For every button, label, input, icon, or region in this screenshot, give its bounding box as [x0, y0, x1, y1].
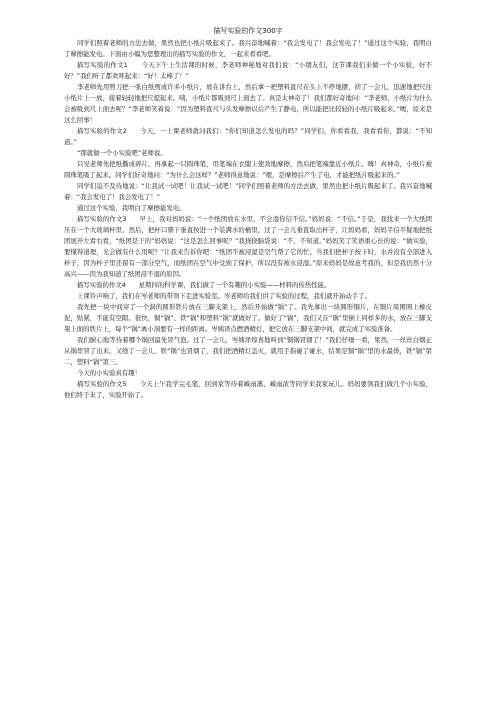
document-title: 描写实验的作文300字 — [213, 27, 283, 35]
paragraph: 我先把一块中间穿了一个洞的圆形铁片放在三脚支架上，然后开始做“锅”了。我先拿出一块圆形铜片，在铜片周围围上橡皮泥，贴紧，不能有空隙。很快，铜“锅”、铁“锅”和塑料“锅”就做好了。做好了“锅”，我们又在“锅”里倒上同样多的水，放在三脚支架上面的铁片上，每个“锅”离小洞要有一样的距离。岑姨译点燃酒精灯，把它放在三脚支架中间，就完成了实验准备。 — [64, 303, 432, 333]
paragraph: 同学们照着老师的方法去做，果然也把小纸片吸起来了。我兴奋地喊着：“我会发电了！我会发电了！”通过这个实验，我明白了摩擦能发电。下面由小编为您整理出的描写实验的作文，一起来看看吧。 — [64, 39, 432, 58]
paragraph: 我们耐心地等待着哪个锅回最先冒气泡。过了一会儿，岑姨译惊喜地叫到“铜锅冒烟了！”我们仔细一看，果然，一丝丝白烟正从锅里冒了出来。又绕了一会儿，铁“锅”也冒烟了，我们把酒精灯盖灭，就用手指碰了碰水，结果是铜“锅”里的水最烫，铁“锅”第二，塑料“锅”第三。 — [64, 336, 432, 366]
paragraph: 只见老师先把纸撕成碎片，再拿起一只圆珠笔，用笔端在衣服上使劲地摩擦，然后把笔端靠近小纸片。嗨！真神奇，小纸片被圆珠笔吸了起来。同学们好奇地问：“为什么会这样？”老师得意地说：“嗯，是摩擦后产生了电，才能把纸片吸起来的。” — [64, 160, 432, 179]
paragraph: 描写实验的作文1 今天下午上生活课的时候，李老师神秘地对我们说：“小朋友们，这节课我们来做一个小实验，好不好？”我们听了都欢呼起来：“好！太棒了！” — [64, 61, 432, 80]
paragraph: 上课铃声响了，我们在岑老师的带领下走进实验室。岑老师给我们讲了实验的过程，我们就开始动手了。 — [77, 292, 371, 300]
paragraph: 通过这个实验，我明白了摩擦能发电。 — [77, 204, 186, 212]
paragraph: 描写实验的作文3 早上，我对妈妈说：“一个纸团放在水里，不会湿你信不信。”妈妈说：“不信。”于是，我找来一个大纸团压在一个大玻璃杯里。然后，把杯口朝下垂直按进一个装满水的桶里，过了一会儿垂直取出杯子，让妈妈看，妈妈半信半疑地把纸团展开左看右看，“纸团是干的”妈妈说：“这是怎么回事呢？”我挠挠脑袋说：“不，不知道。”妈妈笑了笑语重心长的说：“做实验，要懂得道理，光会做有什么用呢？”让我来告诉你吧：“纸团不被浸湿是空气帮了它的忙。当我们把杯子按下时，水并没有全部进入杯子，因为杯子里还留有一部分空气，而纸团在空气中受到了保护，所以没有被水浸湿。”原来妈妈是故意考我的，但是我仍然十分高兴——因为我知道了纸团浸不湿的原因。 — [64, 215, 432, 278]
paragraph: 李老师先用剪刀把一张白纸剪成许多小纸片，放在讲台上，然后拿一把塑料直尺在头上不停地摆，搓了一会儿，迅速地把尺往小纸片上一放，接着轻轻地把尺提起来。咦，小纸片都吸到尺上面去了。真是太神奇了！我们都好奇地问：“李老师，小纸片为什么会被吸到尺上面去呢？”李老师笑着说：“因为塑料直尺与头发摩擦以后产生了静电，所以能把比较轻的小纸片吸起来。”噢，原来是这么回事！ — [64, 83, 432, 124]
paragraph: 同学们迫不及待地说：“让我试一试吧！让我试一试吧！”同学们照着老师的方法去做，果然也把小纸片吸起来了。我兴奋地喊着：“我会发电了！我会发电了！” — [64, 182, 432, 201]
document-body — [64, 26, 432, 401]
paragraph: 今天的小实验真有趣！ — [77, 369, 141, 377]
paragraph: 描写实验的作文5 今天上午我学完毛笔，回到家等待着臧雨溪、臧雨浓等同学来我家玩儿。妈妈要领我们做几个小实验，他们终于来了，实验开始了。 — [64, 380, 432, 399]
paragraph: “那就做一个小实验吧”老师说。 — [77, 149, 167, 157]
paragraph: 描写实验的作文4 星期四的科学课，我们做了一个有趣的小实验——材料的传热性能。 — [77, 281, 331, 289]
paragraph: 描写实验的作文2 今天，一上课老师就问我们：“你们知道怎么发电的吗？”同学们，你看看我，我看看你，都说：“不知道。” — [64, 127, 432, 146]
